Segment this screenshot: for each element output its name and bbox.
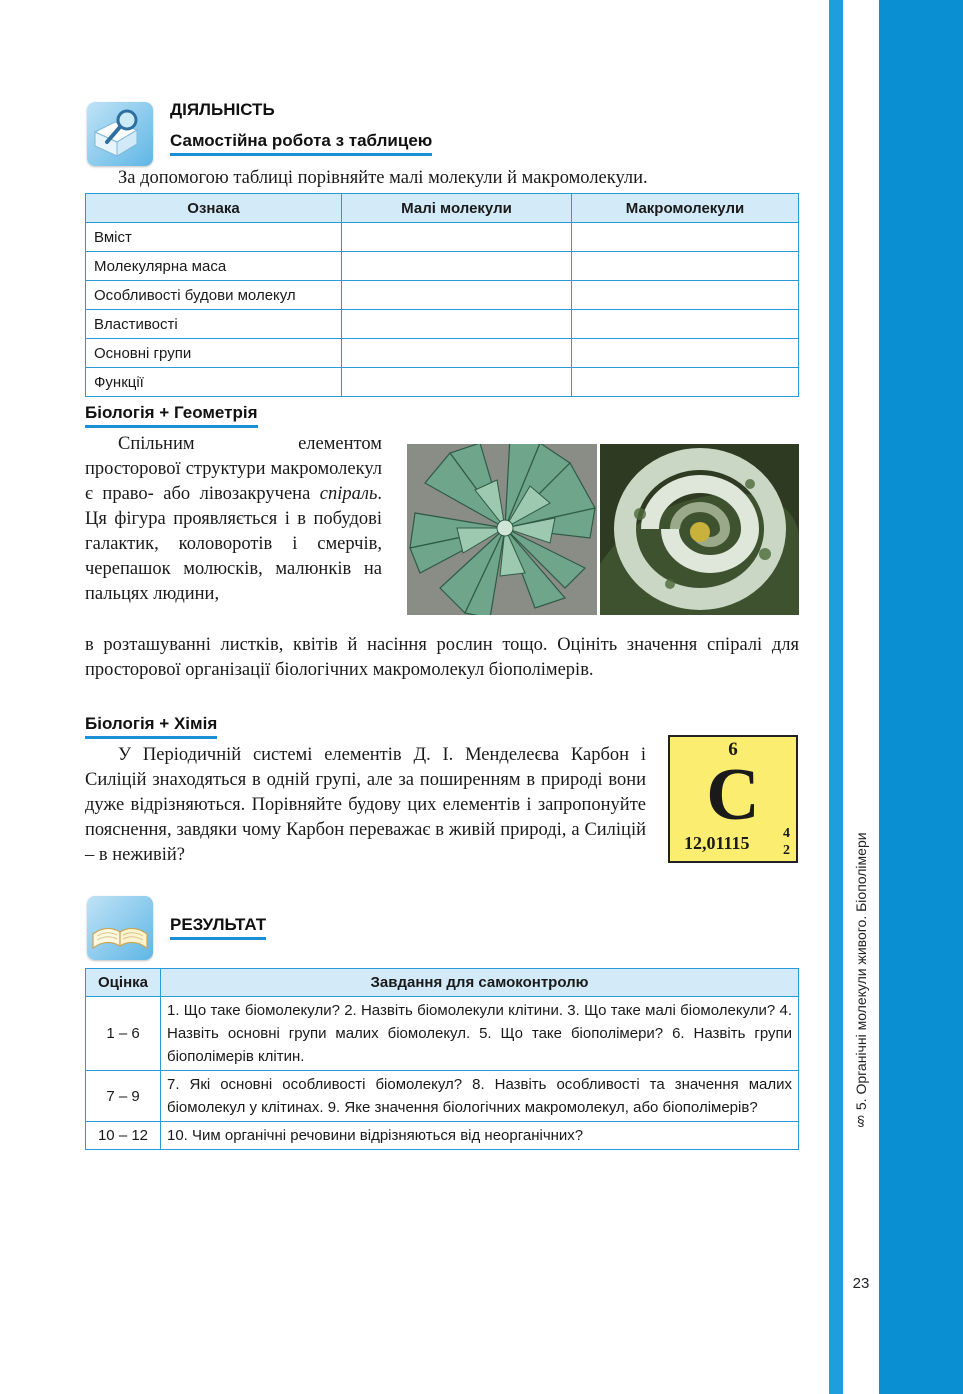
activity-heading: ДІЯЛЬНІСТЬ [170, 100, 275, 119]
open-book-icon [87, 896, 153, 960]
empty-cell [342, 223, 572, 252]
empty-cell [572, 281, 799, 310]
column-header: Макромолекули [572, 194, 799, 223]
row-label: Вміст [86, 223, 342, 252]
empty-cell [342, 281, 572, 310]
task-cell: 7. Які основні особливості біомолекул? 8. Назвіть особливості та значення малих біомолекул у клітинах. 9. Яке значення біологічних макромолекул, або біополімерів? [161, 1071, 799, 1122]
bio-geometry-text-continued: в розташуванні листків, квітів й насіння рослин тощо. Оцініть значення спіралі для просторової організації біологічних макромолекул біополімерів. [85, 635, 799, 680]
empty-cell [572, 223, 799, 252]
result-heading: РЕЗУЛЬТАТ [170, 915, 266, 940]
magnifier-map-icon [87, 102, 153, 166]
periodic-element-card [668, 735, 798, 863]
comparison-table [85, 193, 799, 397]
bio-geometry-heading: Біологія + Геометрія [85, 403, 258, 428]
running-title: § 5. Органічні молекули живого. Біополімери [853, 832, 869, 1130]
row-label: Основні групи [86, 339, 342, 368]
table-header-row [86, 194, 799, 223]
table-row [86, 997, 799, 1071]
table-header-row [86, 969, 799, 997]
bio-chemistry-heading: Біологія + Хімія [85, 714, 217, 739]
empty-cell [342, 339, 572, 368]
empty-cell [342, 368, 572, 397]
page-number: 23 [852, 1275, 870, 1292]
column-header: Оцінка [86, 969, 161, 997]
table-row [86, 252, 799, 281]
score-cell: 7 – 9 [86, 1071, 161, 1122]
atomic-mass: 12,01115 [684, 833, 750, 853]
table-row [86, 339, 799, 368]
task-cell: 1. Що таке біомолекули? 2. Назвіть біомолекули клітини. 3. Що таке малі біомолекули? 4. Назвіть основні групи малих біомолекул. 5. Що таке біополімери? 6. Назвіть групи біополімерів клітин. [161, 997, 799, 1071]
self-check-table [85, 968, 799, 1150]
activity-subheading: Самостійна робота з таблицею [170, 131, 432, 156]
table-row [86, 223, 799, 252]
column-header: Малі молекули [342, 194, 572, 223]
empty-cell [572, 310, 799, 339]
italic-term: спіраль [319, 484, 378, 504]
bio-geometry-text [85, 432, 382, 607]
row-label: Молекулярна маса [86, 252, 342, 281]
empty-cell [342, 310, 572, 339]
row-label: Функції [86, 368, 342, 397]
table-row [86, 368, 799, 397]
score-cell: 10 – 12 [86, 1122, 161, 1150]
margin-bar-light [829, 0, 843, 1394]
task-cell: 10. Чим органічні речовини відрізняються від неорганічних? [161, 1122, 799, 1150]
activity-intro: За допомогою таблиці порівняйте малі молекули й макромолекули. [118, 168, 648, 188]
empty-cell [572, 339, 799, 368]
text-part: . Ця фігура проявляється і в побудові галактик, коловоротів і смерчів, черепашок молюсків, малюнків на пальцях людини, [85, 484, 382, 604]
table-row [86, 1071, 799, 1122]
margin-bar [879, 0, 963, 1394]
shell-inner: 2 [783, 843, 790, 858]
column-header: Ознака [86, 194, 342, 223]
table-row [86, 281, 799, 310]
empty-cell [342, 252, 572, 281]
score-cell: 1 – 6 [86, 997, 161, 1071]
table-row [86, 1122, 799, 1150]
row-label: Особливості будови молекул [86, 281, 342, 310]
atomic-number: 6 [728, 739, 738, 760]
empty-cell [572, 368, 799, 397]
element-symbol: C [706, 754, 760, 836]
shell-outer: 4 [783, 826, 790, 841]
electron-shells [783, 825, 790, 859]
row-label: Властивості [86, 310, 342, 339]
empty-cell [572, 252, 799, 281]
table-row [86, 310, 799, 339]
spiral-aloe-photo [407, 444, 597, 615]
text-part: Спільним елементом просторової структури макромолекул є право- або лівозакручена [85, 434, 382, 504]
bio-chemistry-text: У Періодичній системі елементів Д. І. Менделеєва Карбон і Силіцій знаходяться в одній групі, але за поширенням в природі вони дуже відрізняються. Порівняйте будову цих елементів і запропонуйте пояснення, завдяки чому Карбон переважає в живій природі, а Силіцій – в неживій? [85, 745, 646, 865]
margin-gap [843, 0, 879, 1394]
spiral-begonia-leaf-photo [600, 444, 799, 615]
column-header: Завдання для самоконтролю [161, 969, 799, 997]
